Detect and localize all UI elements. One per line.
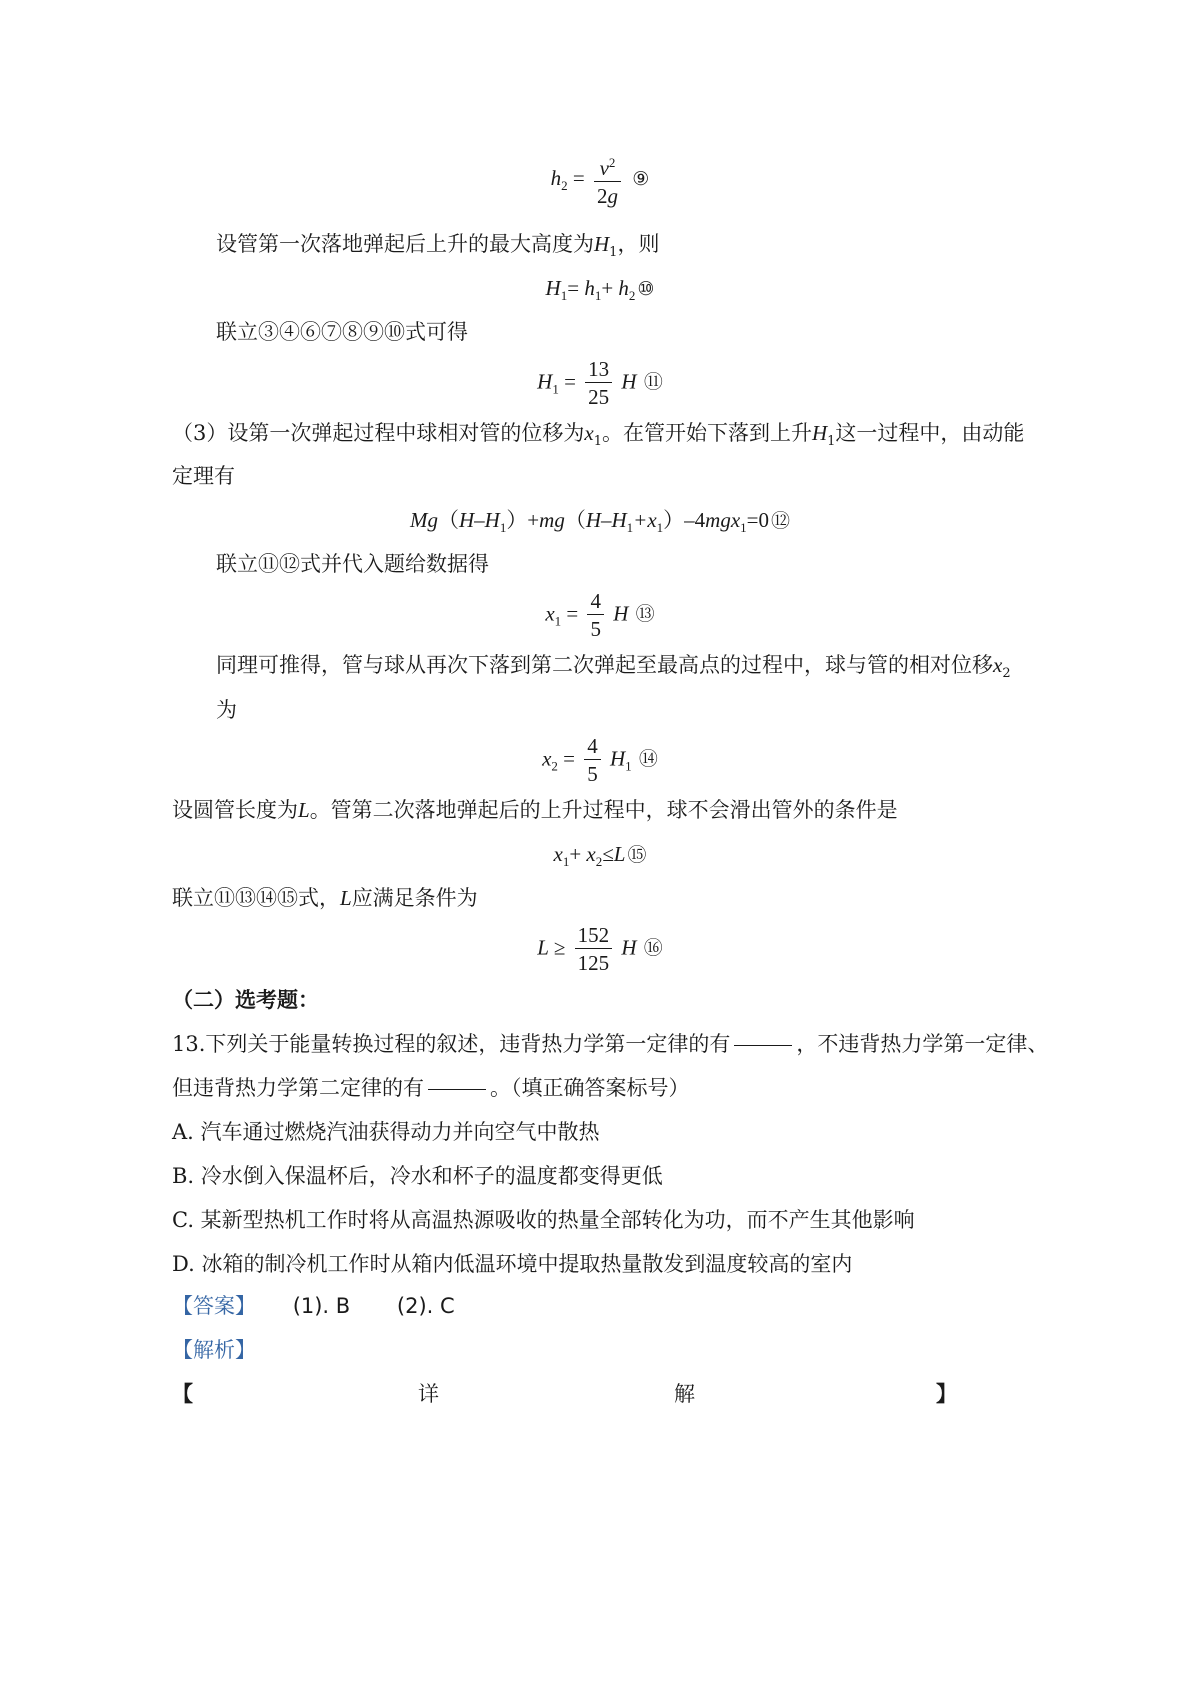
paragraph-similarly: 同理可推得，管与球从再次下落到第二次弹起至最高点的过程中，球与管的相对位移$x_2$ — [216, 653, 1011, 682]
answer-blank-2 — [428, 1089, 486, 1090]
paragraph-combine-2: 联立⑪⑫式并代入题给数据得 — [216, 552, 489, 576]
answer-line — [172, 1292, 455, 1320]
answer-blank-1 — [734, 1045, 792, 1046]
fraction: $\frac{v^2}{2g}$ — [594, 150, 621, 210]
answer-1: (1). B — [292, 1294, 351, 1318]
question-13-line-1: 13.下列关于能量转换过程的叙述，违背热力学第一定律的有 ，不违背热力学第一定律、 — [172, 1032, 1049, 1056]
analysis-label: 【解析】 — [172, 1338, 256, 1362]
option-c: C. 某新型热机工作时将从高温热源吸收的热量全部转化为功，而不产生其他影响 — [172, 1208, 915, 1232]
option-b: B. 冷水倒入保温杯后，冷水和杯子的温度都变得更低 — [172, 1164, 663, 1188]
equation-16: L ≥ $\frac{152}{125}$ H ⑯ — [537, 923, 663, 975]
equation-9: $h_2$ = $\frac{v^2}{2g}$ ⑨ — [0, 150, 1200, 210]
equation-13: $x_1$ = $\frac{4}{5}$ H ⑬ — [545, 589, 655, 641]
paragraph-tube-length: 设圆管长度为L。管第二次落地弹起后的上升过程中，球不会滑出管外的条件是 — [172, 798, 898, 822]
paragraph-part-3: （3）设第一次弹起过程中球相对管的位移为$x_1$。在管开始下落到上升$H_1$这一过程中，由动能 — [172, 421, 1025, 450]
answer-2: (2). C — [396, 1294, 455, 1318]
equation-10: $H_1= h_1+ h_2$ ⑩ — [545, 276, 655, 304]
paragraph-max-height: 设管第一次落地弹起后上升的最大高度为$H_1$，则 — [216, 232, 660, 261]
paragraph-part-3-cont: 定理有 — [172, 464, 235, 488]
paragraph-combine-3: 联立⑪⑬⑭⑮式，L应满足条件为 — [172, 886, 478, 910]
section-heading: （二）选考题： — [172, 987, 319, 1012]
equation-12: $Mg(H-H_1)+mg(H-H_1+x_1)-4mgx_1=0$ ⑫ — [409, 508, 791, 536]
option-a: A. 汽车通过燃烧汽油获得动力并向空气中散热 — [172, 1120, 600, 1144]
answer-label: 【答案】 — [172, 1294, 256, 1318]
question-13-line-2: 但违背热力学第二定律的有 。（填正确答案标号） — [172, 1076, 690, 1100]
paragraph-combine-1: 联立③④⑥⑦⑧⑨⑩式可得 — [216, 320, 468, 344]
option-d: D. 冰箱的制冷机工作时从箱内低温环境中提取热量散发到温度较高的室内 — [172, 1252, 853, 1276]
equation-15: $x_1+ x_2\le L$ ⑮ — [553, 842, 647, 870]
paragraph-similarly-cont: 为 — [216, 698, 237, 722]
equation-11: $H_1$ = $\frac{13}{25}$ H ⑪ — [537, 357, 663, 409]
equation-14: $x_2$ = $\frac{4}{5}$ $H_1$ ⑭ — [542, 734, 658, 786]
